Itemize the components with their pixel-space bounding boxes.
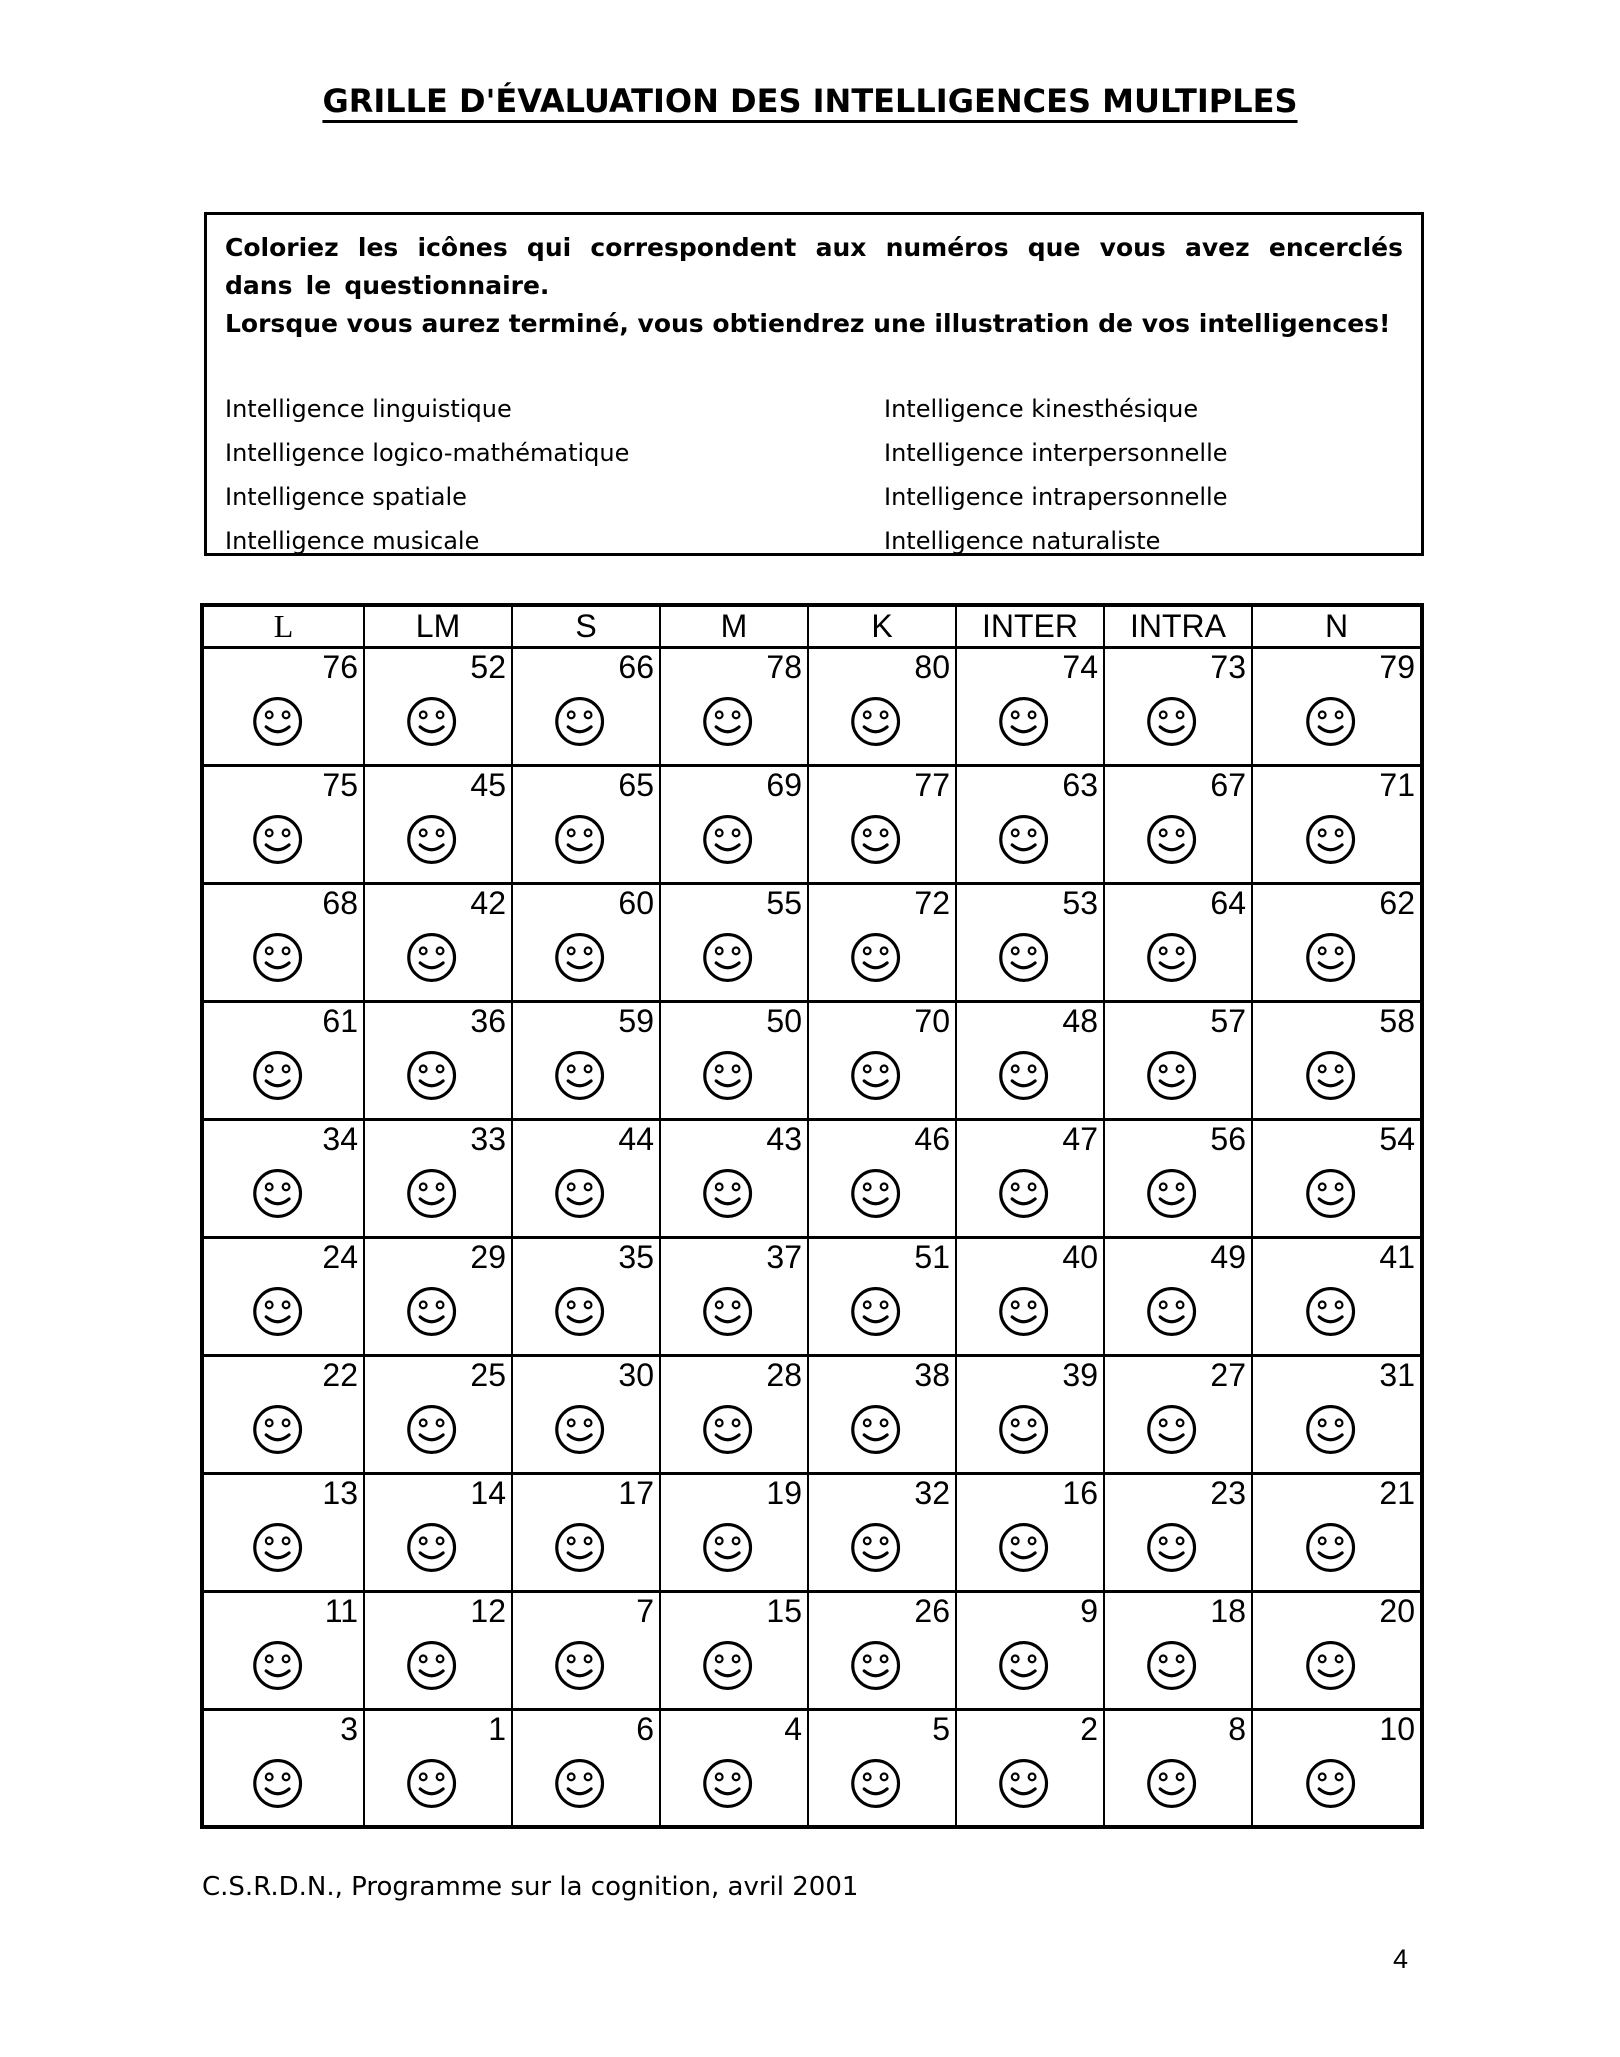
smiley-face-icon xyxy=(701,813,754,866)
smiley-face-icon xyxy=(1145,695,1198,748)
smiley-face-icon xyxy=(405,1403,458,1456)
header-row xyxy=(202,605,1422,647)
grid-cell xyxy=(956,1001,1104,1119)
column-header-lm: LM xyxy=(364,605,512,647)
grid-cell xyxy=(364,765,512,883)
cell-number: 48 xyxy=(1062,1002,1098,1039)
smiley-face-icon xyxy=(251,931,304,984)
smiley-face-icon xyxy=(997,931,1050,984)
grid-cell xyxy=(1104,765,1252,883)
cell-number: 41 xyxy=(1379,1238,1415,1275)
column-header-inter: INTER xyxy=(956,605,1104,647)
cell-number: 46 xyxy=(914,1120,950,1157)
smiley-face-icon xyxy=(1304,931,1357,984)
cell-number: 62 xyxy=(1379,884,1415,921)
grid-cell xyxy=(956,765,1104,883)
grid-cell xyxy=(1104,1237,1252,1355)
cell-number: 63 xyxy=(1062,766,1098,803)
smiley-face-icon xyxy=(1145,813,1198,866)
grid-cell xyxy=(202,1473,364,1591)
list-item: Intelligence logico-mathématique xyxy=(225,439,630,467)
table-row xyxy=(202,1001,1422,1119)
smiley-face-icon xyxy=(251,1639,304,1692)
grid-cell xyxy=(364,1001,512,1119)
column-header-l: L xyxy=(202,605,364,647)
grid-cell xyxy=(1252,883,1422,1001)
instruction-line-2: Lorsque vous aurez terminé, vous obtiendrez une illustration de vos intelligences! xyxy=(225,309,1391,338)
cell-number: 3 xyxy=(340,1710,358,1747)
grid-cell xyxy=(202,647,364,765)
smiley-face-icon xyxy=(251,1285,304,1338)
smiley-face-icon xyxy=(701,1285,754,1338)
list-item: Intelligence spatiale xyxy=(225,483,467,511)
smiley-face-icon xyxy=(1304,1639,1357,1692)
instruction-line-1: Coloriez les icônes qui correspondent aux numéros que vous avez encerclés dans le questionnaire. xyxy=(225,233,1403,300)
grid-cell xyxy=(808,1237,956,1355)
cell-number: 22 xyxy=(322,1356,358,1393)
grid-cell xyxy=(808,1355,956,1473)
smiley-face-icon xyxy=(997,1285,1050,1338)
smiley-face-icon xyxy=(251,813,304,866)
smiley-face-icon xyxy=(251,1049,304,1102)
cell-number: 70 xyxy=(914,1002,950,1039)
grid-cell xyxy=(1104,1001,1252,1119)
cell-number: 21 xyxy=(1379,1474,1415,1511)
footer-citation: C.S.R.D.N., Programme sur la cognition, avril 2001 xyxy=(202,1872,859,1902)
cell-number: 52 xyxy=(470,648,506,685)
list-item: Intelligence interpersonnelle xyxy=(884,439,1228,467)
smiley-face-icon xyxy=(553,1049,606,1102)
cell-number: 27 xyxy=(1210,1356,1246,1393)
grid-cell xyxy=(956,1355,1104,1473)
grid-cell xyxy=(364,1591,512,1709)
smiley-face-icon xyxy=(1145,1285,1198,1338)
column-header-n: N xyxy=(1252,605,1422,647)
grid-cell xyxy=(956,883,1104,1001)
cell-number: 78 xyxy=(766,648,802,685)
smiley-face-icon xyxy=(405,1285,458,1338)
grid-cell xyxy=(364,1473,512,1591)
smiley-face-icon xyxy=(1145,1049,1198,1102)
cell-number: 49 xyxy=(1210,1238,1246,1275)
cell-number: 50 xyxy=(766,1002,802,1039)
smiley-face-icon xyxy=(849,1285,902,1338)
cell-number: 2 xyxy=(1080,1710,1098,1747)
grid-cell xyxy=(1104,1473,1252,1591)
smiley-face-icon xyxy=(1145,931,1198,984)
smiley-face-icon xyxy=(849,1167,902,1220)
smiley-face-icon xyxy=(1304,1757,1357,1810)
grid-cell xyxy=(660,1119,808,1237)
smiley-face-icon xyxy=(997,813,1050,866)
smiley-face-icon xyxy=(849,1521,902,1574)
smiley-face-icon xyxy=(701,1049,754,1102)
smiley-face-icon xyxy=(1145,1639,1198,1692)
cell-number: 12 xyxy=(470,1592,506,1629)
intelligence-list-right xyxy=(884,387,1403,563)
smiley-face-icon xyxy=(405,813,458,866)
smiley-face-icon xyxy=(997,695,1050,748)
smiley-face-icon xyxy=(1304,1167,1357,1220)
smiley-face-icon xyxy=(405,1521,458,1574)
cell-number: 30 xyxy=(618,1356,654,1393)
smiley-face-icon xyxy=(997,1639,1050,1692)
cell-number: 79 xyxy=(1379,648,1415,685)
grid-cell xyxy=(202,1355,364,1473)
grid-cell xyxy=(364,1355,512,1473)
cell-number: 61 xyxy=(322,1002,358,1039)
cell-number: 35 xyxy=(618,1238,654,1275)
cell-number: 40 xyxy=(1062,1238,1098,1275)
grid-cell xyxy=(202,1591,364,1709)
cell-number: 24 xyxy=(322,1238,358,1275)
cell-number: 33 xyxy=(470,1120,506,1157)
cell-number: 32 xyxy=(914,1474,950,1511)
grid-cell xyxy=(1252,1237,1422,1355)
smiley-face-icon xyxy=(701,1521,754,1574)
smiley-face-icon xyxy=(1145,1521,1198,1574)
cell-number: 67 xyxy=(1210,766,1246,803)
cell-number: 72 xyxy=(914,884,950,921)
smiley-face-icon xyxy=(251,1757,304,1810)
cell-number: 66 xyxy=(618,648,654,685)
cell-number: 58 xyxy=(1379,1002,1415,1039)
grid-cell xyxy=(1252,1591,1422,1709)
grid-cell xyxy=(1104,1119,1252,1237)
smiley-face-icon xyxy=(553,695,606,748)
cell-number: 36 xyxy=(470,1002,506,1039)
cell-number: 37 xyxy=(766,1238,802,1275)
cell-number: 38 xyxy=(914,1356,950,1393)
cell-number: 74 xyxy=(1062,648,1098,685)
cell-number: 64 xyxy=(1210,884,1246,921)
smiley-face-icon xyxy=(701,931,754,984)
grid-cell xyxy=(808,1591,956,1709)
table-row xyxy=(202,1355,1422,1473)
cell-number: 44 xyxy=(618,1120,654,1157)
cell-number: 26 xyxy=(914,1592,950,1629)
cell-number: 54 xyxy=(1379,1120,1415,1157)
cell-number: 55 xyxy=(766,884,802,921)
intelligence-list-left xyxy=(225,387,884,563)
grid-cell xyxy=(202,883,364,1001)
cell-number: 75 xyxy=(322,766,358,803)
smiley-face-icon xyxy=(849,1403,902,1456)
grid-cell xyxy=(660,1237,808,1355)
grid-cell xyxy=(512,883,660,1001)
grid-cell xyxy=(512,647,660,765)
smiley-face-icon xyxy=(1304,1403,1357,1456)
grid-cell xyxy=(364,883,512,1001)
cell-number: 45 xyxy=(470,766,506,803)
cell-number: 29 xyxy=(470,1238,506,1275)
intelligence-lists xyxy=(225,387,1403,563)
cell-number: 47 xyxy=(1062,1120,1098,1157)
instructions-box xyxy=(204,212,1424,556)
cell-number: 10 xyxy=(1379,1710,1415,1747)
cell-number: 1 xyxy=(488,1710,506,1747)
grid-cell xyxy=(808,647,956,765)
grid-cell xyxy=(1252,1001,1422,1119)
smiley-face-icon xyxy=(405,1757,458,1810)
smiley-face-icon xyxy=(1304,1285,1357,1338)
smiley-face-icon xyxy=(1304,695,1357,748)
cell-number: 31 xyxy=(1379,1356,1415,1393)
smiley-face-icon xyxy=(1304,813,1357,866)
cell-number: 56 xyxy=(1210,1120,1246,1157)
grid-cell xyxy=(202,1119,364,1237)
grid-cell xyxy=(512,1355,660,1473)
smiley-face-icon xyxy=(1145,1167,1198,1220)
grid-cell xyxy=(1104,883,1252,1001)
table-row xyxy=(202,1473,1422,1591)
grid-cell xyxy=(512,1119,660,1237)
smiley-face-icon xyxy=(553,1285,606,1338)
smiley-face-icon xyxy=(849,1639,902,1692)
cell-number: 9 xyxy=(1080,1592,1098,1629)
table-row xyxy=(202,883,1422,1001)
grid-cell xyxy=(1252,1709,1422,1827)
smiley-face-icon xyxy=(251,1167,304,1220)
smiley-face-icon xyxy=(553,931,606,984)
smiley-face-icon xyxy=(405,1639,458,1692)
cell-number: 19 xyxy=(766,1474,802,1511)
grid-cell xyxy=(660,883,808,1001)
smiley-face-icon xyxy=(701,1639,754,1692)
smiley-face-icon xyxy=(553,813,606,866)
smiley-face-icon xyxy=(1304,1049,1357,1102)
list-item: Intelligence musicale xyxy=(225,527,480,555)
grid-cell xyxy=(1252,1119,1422,1237)
grid-cell xyxy=(660,1591,808,1709)
grid-cell xyxy=(660,647,808,765)
cell-number: 11 xyxy=(324,1592,358,1629)
cell-number: 42 xyxy=(470,884,506,921)
smiley-face-icon xyxy=(701,1403,754,1456)
cell-number: 59 xyxy=(618,1002,654,1039)
cell-number: 13 xyxy=(322,1474,358,1511)
cell-number: 71 xyxy=(1379,766,1415,803)
column-header-k: K xyxy=(808,605,956,647)
cell-number: 15 xyxy=(766,1592,802,1629)
grid-cell xyxy=(512,765,660,883)
cell-number: 39 xyxy=(1062,1356,1098,1393)
grid-cell xyxy=(1252,1355,1422,1473)
grid-cell xyxy=(364,647,512,765)
grid-cell xyxy=(202,1237,364,1355)
grid-cell xyxy=(364,1119,512,1237)
page-number: 4 xyxy=(1393,1944,1409,1974)
list-item: Intelligence linguistique xyxy=(225,395,512,423)
grid-cell xyxy=(660,1355,808,1473)
smiley-face-icon xyxy=(997,1167,1050,1220)
cell-number: 57 xyxy=(1210,1002,1246,1039)
column-header-s: S xyxy=(512,605,660,647)
cell-number: 23 xyxy=(1210,1474,1246,1511)
grid-cell xyxy=(364,1709,512,1827)
grid-cell xyxy=(956,1119,1104,1237)
grid-cell xyxy=(512,1591,660,1709)
grid-cell xyxy=(202,1709,364,1827)
smiley-face-icon xyxy=(405,1167,458,1220)
grid-cell xyxy=(1104,1709,1252,1827)
list-item: Intelligence naturaliste xyxy=(884,527,1161,555)
grid-cell xyxy=(364,1237,512,1355)
table-row xyxy=(202,1591,1422,1709)
cell-number: 14 xyxy=(470,1474,506,1511)
grid-cell xyxy=(808,1001,956,1119)
cell-number: 17 xyxy=(618,1474,654,1511)
smiley-face-icon xyxy=(849,813,902,866)
smiley-face-icon xyxy=(405,1049,458,1102)
column-header-intra: INTRA xyxy=(1104,605,1252,647)
grid-cell xyxy=(808,883,956,1001)
cell-number: 65 xyxy=(618,766,654,803)
smiley-face-icon xyxy=(405,931,458,984)
cell-number: 51 xyxy=(914,1238,950,1275)
grid-cell xyxy=(808,765,956,883)
table-row xyxy=(202,1119,1422,1237)
cell-number: 60 xyxy=(618,884,654,921)
grid-cell xyxy=(660,765,808,883)
evaluation-table xyxy=(200,603,1424,1829)
grid-cell xyxy=(956,1237,1104,1355)
grid-cell xyxy=(512,1001,660,1119)
smiley-face-icon xyxy=(553,1521,606,1574)
cell-number: 68 xyxy=(322,884,358,921)
smiley-face-icon xyxy=(251,695,304,748)
smiley-face-icon xyxy=(553,1403,606,1456)
smiley-face-icon xyxy=(997,1049,1050,1102)
cell-number: 73 xyxy=(1210,648,1246,685)
grid-cell xyxy=(660,1473,808,1591)
smiley-face-icon xyxy=(1145,1403,1198,1456)
cell-number: 20 xyxy=(1379,1592,1415,1629)
list-item: Intelligence kinesthésique xyxy=(884,395,1199,423)
grid-cell xyxy=(956,1591,1104,1709)
cell-number: 43 xyxy=(766,1120,802,1157)
cell-number: 16 xyxy=(1062,1474,1098,1511)
grid-cell xyxy=(1104,647,1252,765)
grid-cell xyxy=(1252,1473,1422,1591)
cell-number: 80 xyxy=(914,648,950,685)
grid-cell xyxy=(956,647,1104,765)
grid-cell xyxy=(202,1001,364,1119)
smiley-face-icon xyxy=(251,1403,304,1456)
cell-number: 77 xyxy=(914,766,950,803)
smiley-face-icon xyxy=(251,1521,304,1574)
smiley-face-icon xyxy=(849,1049,902,1102)
grid-body xyxy=(202,647,1422,1827)
grid-cell xyxy=(202,765,364,883)
smiley-face-icon xyxy=(553,1639,606,1692)
cell-number: 18 xyxy=(1210,1592,1246,1629)
grid-cell xyxy=(808,1119,956,1237)
grid-cell xyxy=(1104,1591,1252,1709)
column-header-m: M xyxy=(660,605,808,647)
table-row xyxy=(202,647,1422,765)
smiley-face-icon xyxy=(1304,1521,1357,1574)
smiley-face-icon xyxy=(849,1757,902,1810)
cell-number: 5 xyxy=(932,1710,950,1747)
table-row xyxy=(202,765,1422,883)
smiley-face-icon xyxy=(553,1167,606,1220)
grid-cell xyxy=(1252,647,1422,765)
smiley-face-icon xyxy=(553,1757,606,1810)
grid-cell xyxy=(808,1709,956,1827)
grid-cell xyxy=(660,1001,808,1119)
grid-cell xyxy=(956,1709,1104,1827)
grid-cell xyxy=(512,1709,660,1827)
list-item: Intelligence intrapersonnelle xyxy=(884,483,1228,511)
smiley-face-icon xyxy=(701,1757,754,1810)
grid-cell xyxy=(1252,765,1422,883)
smiley-face-icon xyxy=(701,695,754,748)
cell-number: 25 xyxy=(470,1356,506,1393)
smiley-face-icon xyxy=(849,695,902,748)
table-row xyxy=(202,1709,1422,1827)
cell-number: 8 xyxy=(1228,1710,1246,1747)
table-row xyxy=(202,1237,1422,1355)
cell-number: 76 xyxy=(322,648,358,685)
smiley-face-icon xyxy=(997,1521,1050,1574)
page-title: GRILLE D'ÉVALUATION DES INTELLIGENCES MULTIPLES xyxy=(322,82,1298,120)
cell-number: 6 xyxy=(636,1710,654,1747)
cell-number: 4 xyxy=(784,1710,802,1747)
cell-number: 28 xyxy=(766,1356,802,1393)
smiley-face-icon xyxy=(849,931,902,984)
cell-number: 69 xyxy=(766,766,802,803)
smiley-face-icon xyxy=(1145,1757,1198,1810)
grid-cell xyxy=(956,1473,1104,1591)
cell-number: 53 xyxy=(1062,884,1098,921)
grid-cell xyxy=(660,1709,808,1827)
grid-cell xyxy=(1104,1355,1252,1473)
cell-number: 34 xyxy=(322,1120,358,1157)
smiley-face-icon xyxy=(997,1403,1050,1456)
cell-number: 7 xyxy=(636,1592,654,1629)
smiley-face-icon xyxy=(701,1167,754,1220)
smiley-face-icon xyxy=(997,1757,1050,1810)
grid-cell xyxy=(808,1473,956,1591)
smiley-face-icon xyxy=(405,695,458,748)
grid-cell xyxy=(512,1473,660,1591)
grid-cell xyxy=(512,1237,660,1355)
